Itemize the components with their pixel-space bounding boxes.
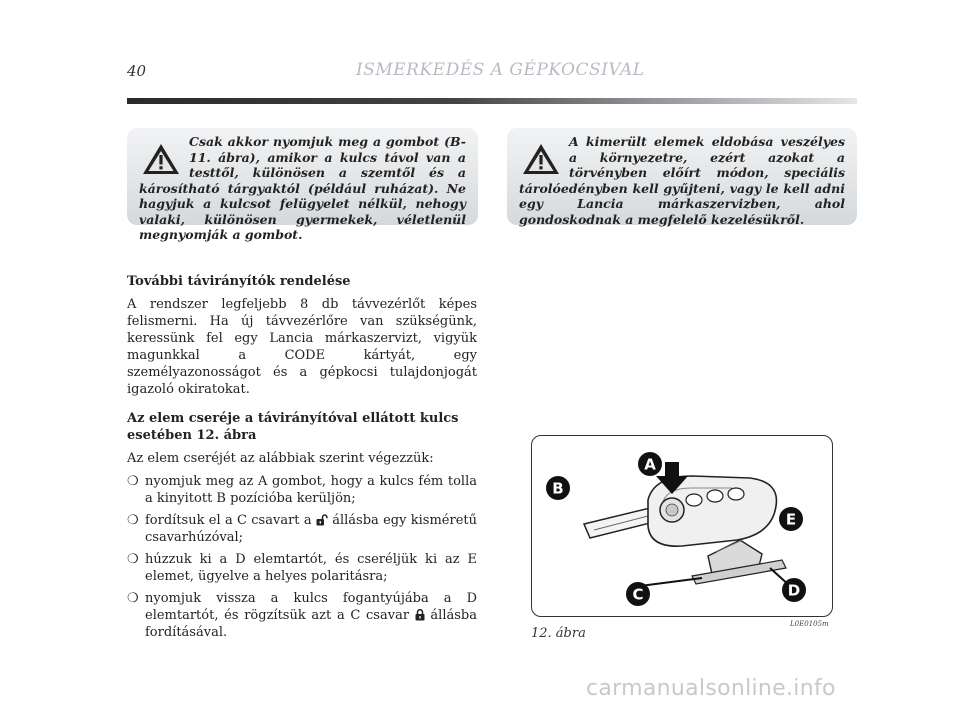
list-item: ❍ fordítsuk el a C csavart a állásba egy kisméretű csavarhúzóval; [127,513,477,545]
svg-text:C: C [632,585,644,604]
figure-caption: 12. ábra [531,626,586,641]
section-body-remote-order: A rendszer legfeljebb 8 db távvezérlőt képes felismerni. Ha új távvezérlőre van szükségünk, keressünk fel egy Lancia márkaszervizt, vigyük magunkkal a CODE kártyát, egy személyazonosságot és a gépkocsi tulajdonjogát igazoló okiratokat. [127,297,477,397]
page-number: 40 [127,62,147,80]
list-item: ❍ nyomjuk vissza a kulcs fogantyújába a D elemtartót, és rögzítsük azt a C csavar állásba fordításával. [127,591,477,640]
watermark: carmanualsonline.info [586,676,836,701]
list-item: ❍ nyomjuk meg az A gombot, hogy a kulcs fém tolla a kinyitott B pozícióba kerüljön; [127,474,477,506]
header-rule [127,98,857,104]
warning-box-key-button [127,128,478,242]
step-list [127,473,477,641]
warning-triangle-icon [141,142,181,176]
warning-text: A kimerült elemek eldobása veszélyes a környezetre, ezért azokat a törvényben előírt módon, speciális tárolóedényben kell gyűjteni, vagy le kell adni egy Lancia márkaszervizben, ahol gondoskodnak a megfelelő kezelésükről. [519,134,845,227]
lock-icon [415,609,425,621]
bullet-circle-icon: ❍ [127,591,139,606]
svg-text:D: D [787,581,801,600]
unlock-icon [316,514,328,526]
section-intro: Az elem cseréjét az alábbiak szerint végezzük: [127,451,434,466]
section-heading-remote-order: További távirányítók rendelése [127,274,351,289]
bullet-circle-icon: ❍ [127,474,139,489]
key-blade [584,508,654,538]
warning-text: Csak akkor nyomjuk meg a gombot (B-11. ábra), amikor a kulcs távol van a testtől, különösen a szemtől és a károsítható tárgyaktól (például ruházat). Ne hagyjuk a kulcsot felügyelet nélkül, nehogy valaki, különösen gyermekek, véletlenül megnyomják a gombot. [139,134,466,242]
figure-key-illustration [531,435,833,617]
warning-triangle-icon [521,142,561,176]
svg-text:A: A [644,455,656,474]
figure-code: L0E0105m [790,620,829,628]
list-item: ❍ húzzuk ki a D elemtartót, és cseréljük ki az E elemet, ügyelve a helyes polaritásra; [127,552,477,584]
bullet-circle-icon: ❍ [127,513,139,528]
chapter-title: ISMERKEDÉS A GÉPKOCSIVAL [356,60,645,80]
svg-text:B: B [552,479,564,498]
svg-text:E: E [785,510,797,529]
key-diagram [532,436,832,616]
screw-c-leader [640,578,702,586]
bullet-circle-icon: ❍ [127,552,139,567]
section-heading-battery-replacement: Az elem cseréje a távirányítóval ellátott kulcs esetében 12. ábra [127,411,459,443]
main-content [127,273,477,646]
warning-box-battery-disposal [507,128,857,225]
